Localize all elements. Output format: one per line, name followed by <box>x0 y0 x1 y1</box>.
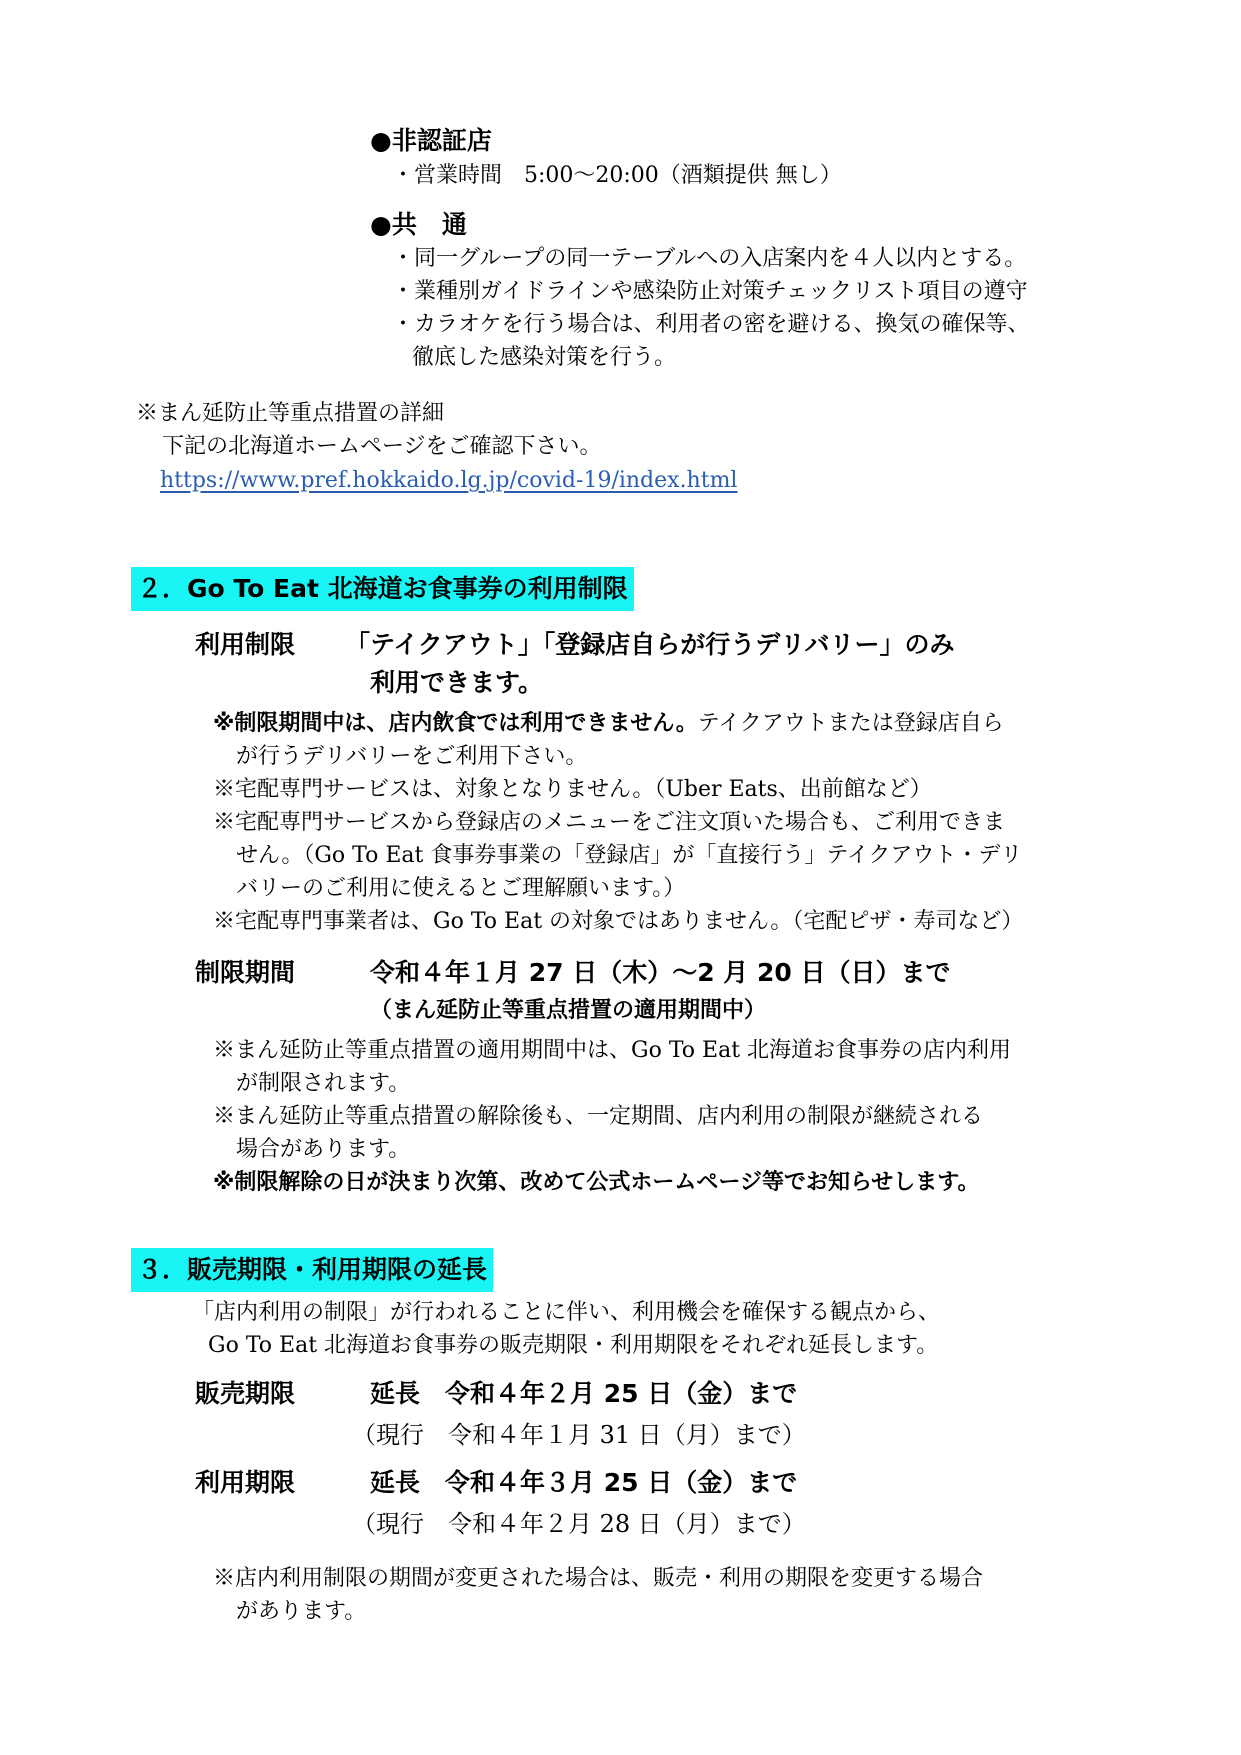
hokkaido-covid-link[interactable]: https://www.pref.hokkaido.lg.jp/covid-19/index.html <box>160 468 738 493</box>
section3-title: ３．販売期限・利用期限の延長 <box>131 1248 493 1292</box>
note-after-lifting: ※まん延防止等重点措置の解除後も、一定期間、店内利用の制限が継続される <box>213 1104 984 1129</box>
note-delivery-order-cont: バリーのご利用に使えるとご理解願います。） <box>236 876 686 901</box>
note-delivery-order: ※宅配専門サービスから登録店のメニューをご注文頂いた場合も、ご利用できま <box>213 810 1006 835</box>
restriction-text-cont: 利用できます。 <box>370 668 544 697</box>
common-item: ・カラオケを行う場合は、利用者の密を避ける、換気の確保等、 <box>392 312 1030 337</box>
restriction-text: 「テイクアウト」「登録店自らが行うデリバリー」のみ <box>345 630 955 659</box>
note-deadline-change: ※店内利用制限の期間が変更された場合は、販売・利用の期限を変更する場合 <box>213 1566 984 1591</box>
common-heading: ●共 通 <box>370 210 467 239</box>
section2-title: ２．Go To Eat 北海道お食事券の利用制限 <box>131 567 634 611</box>
use-deadline-new: 延長 令和４年３月 25 日（金）まで <box>370 1468 798 1497</box>
noncert-heading: ●非認証店 <box>370 126 492 155</box>
details-instruction: 下記の北海道ホームページをご確認下さい。 <box>162 434 602 459</box>
note-dine-in-cont: が行うデリバリーをご利用下さい。 <box>236 744 588 769</box>
section3-intro-cont: Go To Eat 北海道お食事券の販売期限・利用期限をそれぞれ延長します。 <box>208 1333 939 1358</box>
note-priority-measures-cont: が制限されます。 <box>236 1071 411 1096</box>
noncert-hours: ・営業時間 5:00～20:00（酒類提供 無し） <box>392 163 842 188</box>
sale-deadline-label: 販売期限 <box>195 1379 296 1408</box>
period-subtext: （まん延防止等重点措置の適用期間中） <box>370 998 767 1023</box>
sale-deadline-current: （現行 令和４年１月 31 日（月）まで） <box>352 1421 806 1449</box>
note-dine-in <box>213 713 1004 735</box>
period-label: 制限期間 <box>195 958 296 987</box>
note-delivery-order-cont: せん。（Go To Eat 食事券事業の「登録店」が「直接行う」テイクアウト・デリ <box>236 843 1023 868</box>
period-text: 令和４年１月 27 日（木）～2 月 20 日（日）まで <box>370 958 951 987</box>
section3-intro: 「店内利用の制限」が行われることに伴い、利用機会を確保する観点から、 <box>192 1300 941 1325</box>
details-heading: ※まん延防止等重点措置の詳細 <box>136 401 445 426</box>
common-item: 徹底した感染対策を行う。 <box>412 345 677 370</box>
use-deadline-label: 利用期限 <box>195 1468 296 1497</box>
note-deadline-change-cont: があります。 <box>236 1599 367 1624</box>
sale-deadline-new: 延長 令和４年２月 25 日（金）まで <box>370 1379 798 1408</box>
note-dine-in-bold: ※制限期間中は、店内飲食では利用できません。 <box>213 711 698 736</box>
use-deadline-current: （現行 令和４年２月 28 日（月）まで） <box>352 1510 806 1538</box>
note-delivery-operators: ※宅配専門事業者は、Go To Eat の対象ではありません。（宅配ピザ・寿司など） <box>213 909 1024 934</box>
note-after-lifting-cont: 場合があります。 <box>236 1137 411 1162</box>
note-announcement: ※制限解除の日が決まり次第、改めて公式ホームページ等でお知らせします。 <box>213 1170 980 1195</box>
note-delivery-services: ※宅配専門サービスは、対象となりません。（Uber Eats、出前館など） <box>213 777 932 802</box>
common-item: ・業種別ガイドラインや感染防止対策チェックリスト項目の遵守 <box>392 279 1028 304</box>
note-priority-measures: ※まん延防止等重点措置の適用期間中は、Go To Eat 北海道お食事券の店内利用 <box>213 1038 1012 1063</box>
common-item: ・同一グループの同一テーブルへの入店案内を４人以内とする。 <box>392 246 1027 271</box>
restriction-label: 利用制限 <box>195 630 296 659</box>
note-dine-in-rest: テイクアウトまたは登録店自ら <box>697 711 1004 736</box>
